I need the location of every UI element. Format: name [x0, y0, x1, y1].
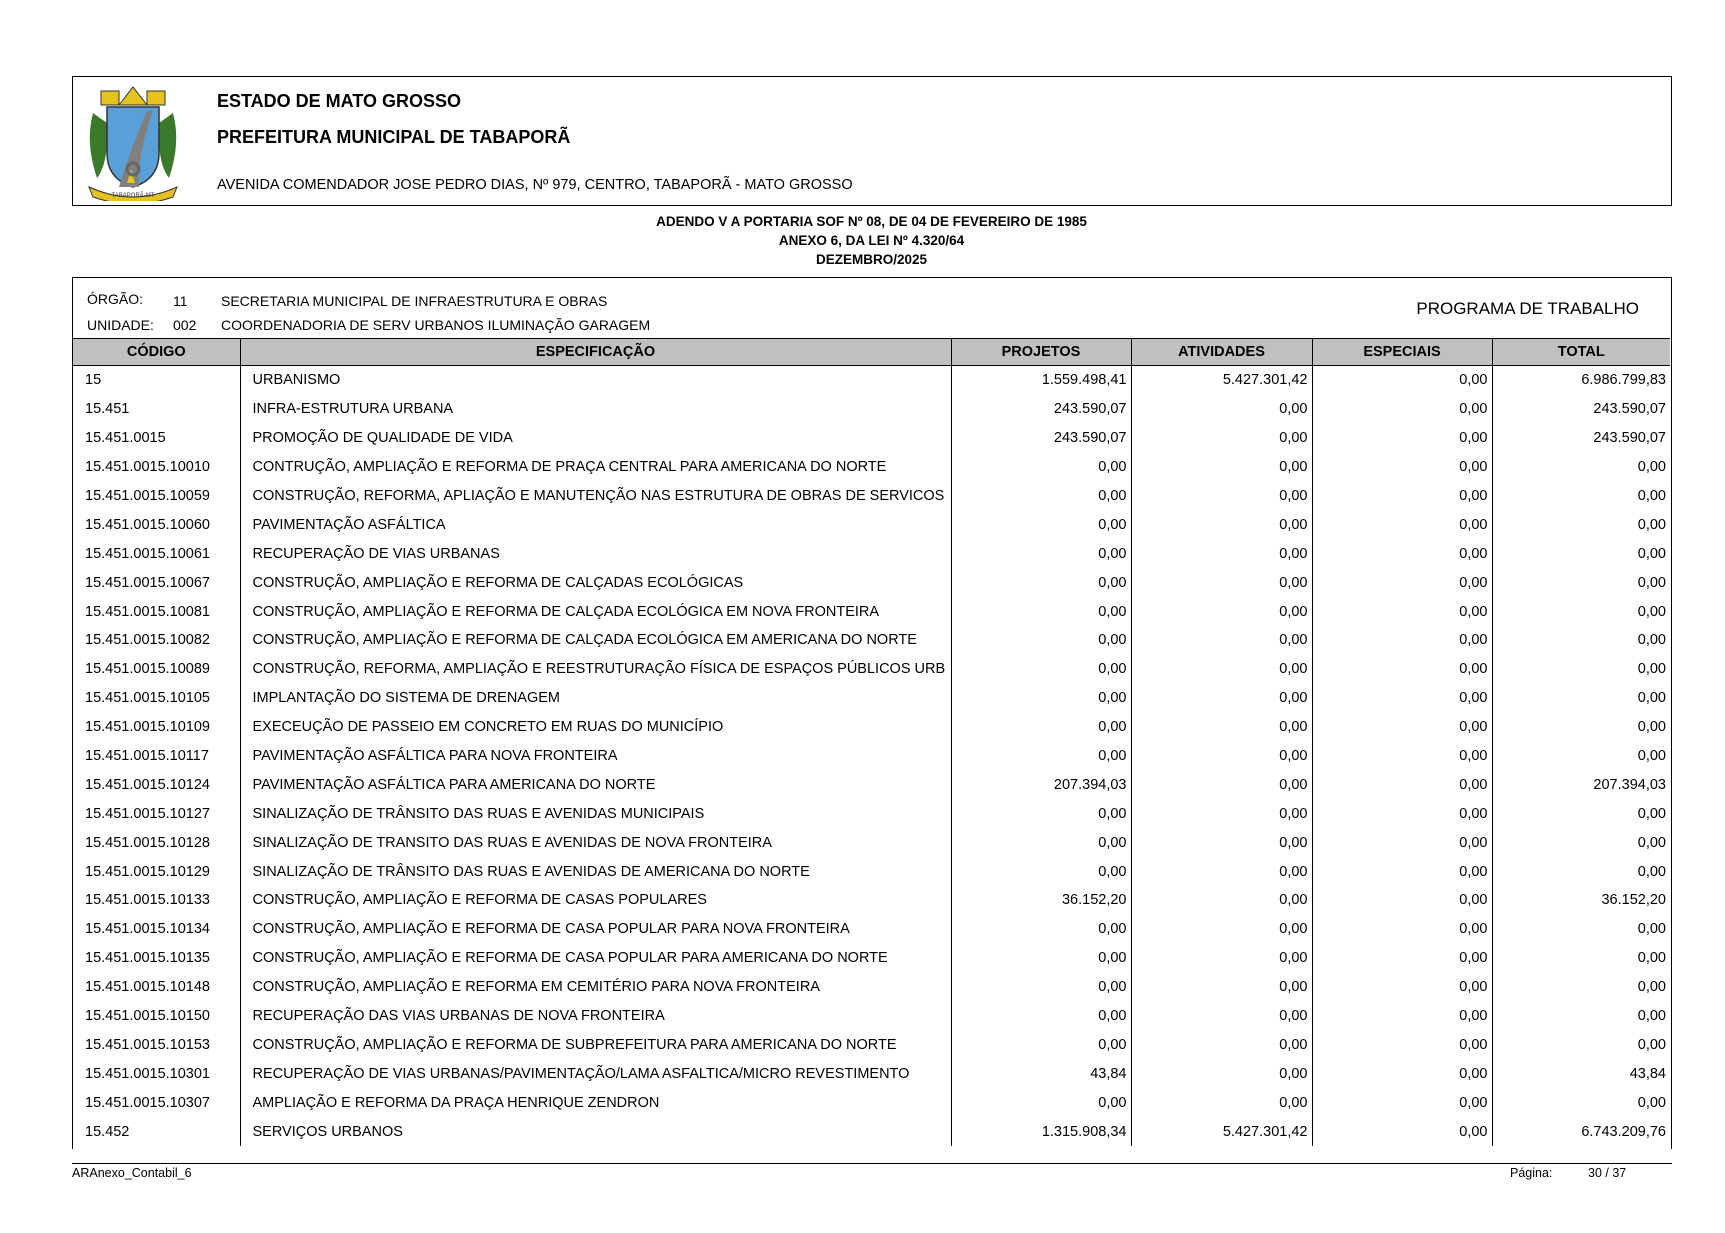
table-row: [73, 424, 1670, 453]
table-row: [73, 1088, 1670, 1117]
state-name: ESTADO DE MATO GROSSO: [217, 91, 462, 111]
cell-codigo: 15.451.0015.10150: [85, 1008, 210, 1025]
cell-atividades: 0,00: [1131, 828, 1312, 857]
cell-atividades: 0,00: [1131, 857, 1312, 886]
cell-codigo: 15.451.0015.10105: [85, 690, 210, 707]
cell-especificacao: EXECEUÇÃO DE PASSEIO EM CONCRETO EM RUAS DO MUNICÍPIO: [240, 713, 951, 742]
cell-especiais: 0,00: [1312, 713, 1492, 742]
cell-codigo: 15.451.0015.10082: [85, 632, 210, 649]
cell-especiais: 0,00: [1312, 973, 1492, 1002]
table-row: [73, 510, 1670, 539]
cell-total: 6.986.799,83: [1492, 366, 1670, 395]
cell-projetos: 0,00: [951, 568, 1131, 597]
table-row: [73, 857, 1670, 886]
cell-especiais: 0,00: [1312, 597, 1492, 626]
cell-projetos: 0,00: [951, 1030, 1131, 1059]
cell-especificacao: CONSTRUÇÃO, AMPLIAÇÃO E REFORMA DE CASA POPULAR PARA NOVA FRONTEIRA: [240, 915, 951, 944]
cell-especiais: 0,00: [1312, 684, 1492, 713]
footer-divider: [72, 1163, 1672, 1164]
cell-especificacao: PAVIMENTAÇÃO ASFÁLTICA PARA NOVA FRONTEIRA: [240, 742, 951, 771]
col-header-especiais: ESPECIAIS: [1312, 339, 1492, 366]
cell-especiais: 0,00: [1312, 655, 1492, 684]
cell-codigo: 15.452: [85, 1123, 130, 1140]
cell-projetos: 0,00: [951, 655, 1131, 684]
cell-especificacao: CONSTRUÇÃO, AMPLIAÇÃO E REFORMA DE SUBPREFEITURA PARA AMERICANA DO NORTE: [240, 1030, 951, 1059]
cell-atividades: 0,00: [1131, 539, 1312, 568]
table-row: [73, 626, 1670, 655]
cell-total: 0,00: [1492, 510, 1670, 539]
table-row: [73, 684, 1670, 713]
cell-atividades: 0,00: [1131, 684, 1312, 713]
cell-codigo: 15.451.0015.10060: [85, 516, 210, 533]
cell-especiais: 0,00: [1312, 1030, 1492, 1059]
cell-projetos: 0,00: [951, 973, 1131, 1002]
cell-total: 0,00: [1492, 828, 1670, 857]
cell-projetos: 0,00: [951, 597, 1131, 626]
table-row: [73, 1059, 1670, 1088]
unidade-name: COORDENADORIA DE SERV URBANOS ILUMINAÇÃO GARAGEM: [221, 317, 651, 333]
cell-total: 0,00: [1492, 684, 1670, 713]
cell-atividades: 0,00: [1131, 973, 1312, 1002]
cell-projetos: 43,84: [951, 1059, 1131, 1088]
cell-especificacao: PAVIMENTAÇÃO ASFÁLTICA: [240, 510, 951, 539]
cell-total: 0,00: [1492, 626, 1670, 655]
cell-total: 0,00: [1492, 568, 1670, 597]
cell-especiais: 0,00: [1312, 828, 1492, 857]
cell-projetos: 0,00: [951, 915, 1131, 944]
cell-atividades: 0,00: [1131, 770, 1312, 799]
table-row: [73, 1030, 1670, 1059]
cell-especificacao: CONSTRUÇÃO, AMPLIAÇÃO E REFORMA DE CALÇADA ECOLÓGICA EM AMERICANA DO NORTE: [240, 626, 951, 655]
cell-atividades: 0,00: [1131, 568, 1312, 597]
table-row: [73, 915, 1670, 944]
cell-codigo: 15.451.0015.10067: [85, 574, 210, 591]
cell-especiais: 0,00: [1312, 944, 1492, 973]
cell-atividades: 0,00: [1131, 1002, 1312, 1031]
cell-atividades: 0,00: [1131, 713, 1312, 742]
cell-projetos: 36.152,20: [951, 886, 1131, 915]
report-name: ARAnexo_Contabil_6: [72, 1166, 192, 1180]
cell-especificacao: CONSTRUÇÃO, AMPLIAÇÃO E REFORMA DE CALÇADAS ECOLÓGICAS: [240, 568, 951, 597]
cell-projetos: 0,00: [951, 799, 1131, 828]
table-body: [73, 366, 1670, 1147]
table-row: [73, 655, 1670, 684]
cell-codigo: 15.451.0015.10089: [85, 661, 210, 678]
col-header-especificacao: ESPECIFICAÇÃO: [240, 339, 951, 366]
cell-atividades: 0,00: [1131, 424, 1312, 453]
cell-especiais: 0,00: [1312, 770, 1492, 799]
cell-total: 0,00: [1492, 1002, 1670, 1031]
coat-of-arms-icon: [79, 83, 187, 201]
cell-codigo: 15.451.0015.10134: [85, 921, 210, 938]
cell-especificacao: SINALIZAÇÃO DE TRÂNSITO DAS RUAS E AVENIDAS MUNICIPAIS: [240, 799, 951, 828]
cell-codigo: 15.451: [85, 401, 130, 418]
cell-projetos: 1.559.498,41: [951, 366, 1131, 395]
unidade-label: UNIDADE:: [87, 317, 154, 333]
cell-especiais: 0,00: [1312, 510, 1492, 539]
cell-atividades: 0,00: [1131, 655, 1312, 684]
cell-especiais: 0,00: [1312, 915, 1492, 944]
cell-atividades: 0,00: [1131, 1059, 1312, 1088]
main-box: [72, 277, 1672, 1149]
cell-atividades: 0,00: [1131, 886, 1312, 915]
cell-total: 0,00: [1492, 915, 1670, 944]
page-label: Página:: [1510, 1166, 1553, 1180]
cell-projetos: 0,00: [951, 453, 1131, 482]
cell-projetos: 0,00: [951, 510, 1131, 539]
address: AVENIDA COMENDADOR JOSE PEDRO DIAS, Nº 979, CENTRO, TABAPORÃ - MATO GROSSO: [217, 177, 853, 193]
table-row: [73, 828, 1670, 857]
cell-especificacao: PAVIMENTAÇÃO ASFÁLTICA PARA AMERICANA DO NORTE: [240, 770, 951, 799]
cell-atividades: 0,00: [1131, 1088, 1312, 1117]
cell-total: 36.152,20: [1492, 886, 1670, 915]
table-row: [73, 539, 1670, 568]
cell-total: 0,00: [1492, 857, 1670, 886]
header-box: [72, 76, 1672, 206]
cell-atividades: 0,00: [1131, 944, 1312, 973]
cell-projetos: 243.590,07: [951, 424, 1131, 453]
cell-total: 0,00: [1492, 1030, 1670, 1059]
table-row: [73, 366, 1670, 395]
budget-table: [73, 338, 1670, 1146]
cell-projetos: 0,00: [951, 1088, 1131, 1117]
cell-especificacao: RECUPERAÇÃO DE VIAS URBANAS/PAVIMENTAÇÃO/LAMA ASFALTICA/MICRO REVESTIMENTO: [240, 1059, 951, 1088]
document-titles: [0, 212, 1725, 269]
title-line-2: ANEXO 6, DA LEI Nº 4.320/64: [778, 233, 965, 248]
cell-projetos: 0,00: [951, 828, 1131, 857]
cell-projetos: 207.394,03: [951, 770, 1131, 799]
cell-codigo: 15.451.0015.10133: [85, 892, 210, 909]
cell-especiais: 0,00: [1312, 568, 1492, 597]
cell-projetos: 0,00: [951, 713, 1131, 742]
cell-especificacao: AMPLIAÇÃO E REFORMA DA PRAÇA HENRIQUE ZENDRON: [240, 1088, 951, 1117]
cell-especiais: 0,00: [1312, 742, 1492, 771]
svg-text:TABAPORÃ-MT: TABAPORÃ-MT: [111, 193, 155, 199]
cell-codigo: 15.451.0015.10148: [85, 979, 210, 996]
orgao-name: SECRETARIA MUNICIPAL DE INFRAESTRUTURA E OBRAS: [221, 293, 608, 309]
cell-especiais: 0,00: [1312, 857, 1492, 886]
table-row: [73, 568, 1670, 597]
cell-codigo: 15.451.0015.10081: [85, 603, 210, 620]
cell-especificacao: CONSTRUÇÃO, REFORMA, AMPLIAÇÃO E REESTRUTURAÇÃO FÍSICA DE ESPAÇOS PÚBLICOS URB: [240, 655, 951, 684]
cell-especiais: 0,00: [1312, 1088, 1492, 1117]
table-row: [73, 713, 1670, 742]
cell-especificacao: URBANISMO: [240, 366, 951, 395]
cell-total: 0,00: [1492, 453, 1670, 482]
cell-especificacao: IMPLANTAÇÃO DO SISTEMA DE DRENAGEM: [240, 684, 951, 713]
cell-total: 0,00: [1492, 944, 1670, 973]
cell-total: 6.743.209,76: [1492, 1117, 1670, 1146]
cell-total: 207.394,03: [1492, 770, 1670, 799]
cell-especificacao: CONSTRUÇÃO, AMPLIAÇÃO E REFORMA DE CASAS POPULARES: [240, 886, 951, 915]
cell-total: 243.590,07: [1492, 395, 1670, 424]
cell-codigo: 15.451.0015.10124: [85, 776, 210, 793]
cell-codigo: 15: [85, 372, 102, 389]
cell-especificacao: SINALIZAÇÃO DE TRANSITO DAS RUAS E AVENIDAS DE NOVA FRONTEIRA: [240, 828, 951, 857]
cell-atividades: 0,00: [1131, 1030, 1312, 1059]
cell-total: 0,00: [1492, 799, 1670, 828]
cell-codigo: 15.451.0015.10135: [85, 950, 210, 967]
cell-atividades: 5.427.301,42: [1131, 1117, 1312, 1146]
table-row: [73, 770, 1670, 799]
cell-projetos: 0,00: [951, 684, 1131, 713]
table-row: [73, 944, 1670, 973]
col-header-projetos: PROJETOS: [951, 339, 1131, 366]
cell-codigo: 15.451.0015.10010: [85, 459, 210, 476]
cell-projetos: 0,00: [951, 539, 1131, 568]
cell-atividades: 0,00: [1131, 626, 1312, 655]
cell-total: 0,00: [1492, 482, 1670, 511]
cell-especificacao: CONSTRUÇÃO, AMPLIAÇÃO E REFORMA EM CEMITÉRIO PARA NOVA FRONTEIRA: [240, 973, 951, 1002]
cell-projetos: 0,00: [951, 857, 1131, 886]
cell-atividades: 0,00: [1131, 597, 1312, 626]
cell-total: 243.590,07: [1492, 424, 1670, 453]
cell-codigo: 15.451.0015.10061: [85, 545, 210, 562]
cell-codigo: 15.451.0015: [85, 430, 166, 447]
cell-especificacao: RECUPERAÇÃO DAS VIAS URBANAS DE NOVA FRONTEIRA: [240, 1002, 951, 1031]
cell-atividades: 0,00: [1131, 482, 1312, 511]
cell-especificacao: CONSTRUÇÃO, REFORMA, APLIAÇÃO E MANUTENÇÃO NAS ESTRUTURA DE OBRAS DE SERVICOS: [240, 482, 951, 511]
cell-codigo: 15.451.0015.10059: [85, 488, 210, 504]
cell-total: 0,00: [1492, 742, 1670, 771]
cell-atividades: 0,00: [1131, 742, 1312, 771]
table-row: [73, 742, 1670, 771]
cell-codigo: 15.451.0015.10301: [85, 1065, 210, 1082]
cell-especiais: 0,00: [1312, 799, 1492, 828]
title-line-1: ADENDO V A PORTARIA SOF Nº 08, DE 04 DE FEVEREIRO DE 1985: [656, 214, 1087, 229]
cell-especiais: 0,00: [1312, 395, 1492, 424]
cell-total: 0,00: [1492, 539, 1670, 568]
cell-total: 0,00: [1492, 713, 1670, 742]
table-row: [73, 799, 1670, 828]
cell-total: 0,00: [1492, 597, 1670, 626]
cell-especiais: 0,00: [1312, 366, 1492, 395]
cell-projetos: 0,00: [951, 626, 1131, 655]
cell-codigo: 15.451.0015.10307: [85, 1094, 210, 1111]
unidade-code: 002: [173, 317, 197, 333]
cell-especificacao: SERVIÇOS URBANOS: [240, 1117, 951, 1146]
cell-atividades: 0,00: [1131, 395, 1312, 424]
cell-especificacao: INFRA-ESTRUTURA URBANA: [240, 395, 951, 424]
cell-projetos: 0,00: [951, 482, 1131, 511]
table-row: [73, 482, 1670, 511]
cell-projetos: 0,00: [951, 944, 1131, 973]
table-row: [73, 973, 1670, 1002]
table-row: [73, 1117, 1670, 1146]
cell-especiais: 0,00: [1312, 482, 1492, 511]
cell-especificacao: CONTRUÇÃO, AMPLIAÇÃO E REFORMA DE PRAÇA CENTRAL PARA AMERICANA DO NORTE: [240, 453, 951, 482]
cell-especiais: 0,00: [1312, 1002, 1492, 1031]
cell-atividades: 5.427.301,42: [1131, 366, 1312, 395]
cell-total: 0,00: [1492, 655, 1670, 684]
cell-especiais: 0,00: [1312, 626, 1492, 655]
cell-total: 43,84: [1492, 1059, 1670, 1088]
cell-atividades: 0,00: [1131, 510, 1312, 539]
cell-especificacao: CONSTRUÇÃO, AMPLIAÇÃO E REFORMA DE CASA POPULAR PARA AMERICANA DO NORTE: [240, 944, 951, 973]
orgao-code: 11: [173, 293, 188, 309]
cell-atividades: 0,00: [1131, 453, 1312, 482]
table-row: [73, 597, 1670, 626]
cell-especificacao: RECUPERAÇÃO DE VIAS URBANAS: [240, 539, 951, 568]
col-header-total: TOTAL: [1492, 339, 1670, 366]
col-header-atividades: ATIVIDADES: [1131, 339, 1312, 366]
page-number: 30 / 37: [1588, 1166, 1627, 1180]
cell-atividades: 0,00: [1131, 915, 1312, 944]
cell-especiais: 0,00: [1312, 1059, 1492, 1088]
cell-especiais: 0,00: [1312, 453, 1492, 482]
program-label: PROGRAMA DE TRABALHO: [1416, 299, 1639, 318]
table-row: [73, 395, 1670, 424]
table-header-row: [73, 339, 1670, 366]
cell-especiais: 0,00: [1312, 1117, 1492, 1146]
cell-especiais: 0,00: [1312, 424, 1492, 453]
cell-atividades: 0,00: [1131, 799, 1312, 828]
table-row: [73, 886, 1670, 915]
cell-especiais: 0,00: [1312, 539, 1492, 568]
orgao-label: ÓRGÃO:: [87, 291, 144, 307]
cell-codigo: 15.451.0015.10109: [85, 719, 210, 736]
cell-especificacao: CONSTRUÇÃO, AMPLIAÇÃO E REFORMA DE CALÇADA ECOLÓGICA EM NOVA FRONTEIRA: [240, 597, 951, 626]
cell-projetos: 0,00: [951, 742, 1131, 771]
cell-codigo: 15.451.0015.10129: [85, 863, 210, 880]
cell-projetos: 1.315.908,34: [951, 1117, 1131, 1146]
cell-codigo: 15.451.0015.10153: [85, 1036, 210, 1053]
cell-projetos: 243.590,07: [951, 395, 1131, 424]
table-row: [73, 1002, 1670, 1031]
table-row: [73, 453, 1670, 482]
cell-codigo: 15.451.0015.10117: [85, 748, 209, 765]
cell-projetos: 0,00: [951, 1002, 1131, 1031]
prefecture-name: PREFEITURA MUNICIPAL DE TABAPORÃ: [217, 127, 571, 147]
cell-total: 0,00: [1492, 1088, 1670, 1117]
cell-codigo: 15.451.0015.10127: [85, 805, 210, 822]
cell-especiais: 0,00: [1312, 886, 1492, 915]
cell-especificacao: PROMOÇÃO DE QUALIDADE DE VIDA: [240, 424, 951, 453]
col-header-codigo: CÓDIGO: [73, 339, 240, 366]
title-line-3: DEZEMBRO/2025: [815, 252, 928, 267]
cell-total: 0,00: [1492, 973, 1670, 1002]
cell-especificacao: SINALIZAÇÃO DE TRÂNSITO DAS RUAS E AVENIDAS DE AMERICANA DO NORTE: [240, 857, 951, 886]
cell-codigo: 15.451.0015.10128: [85, 834, 210, 851]
